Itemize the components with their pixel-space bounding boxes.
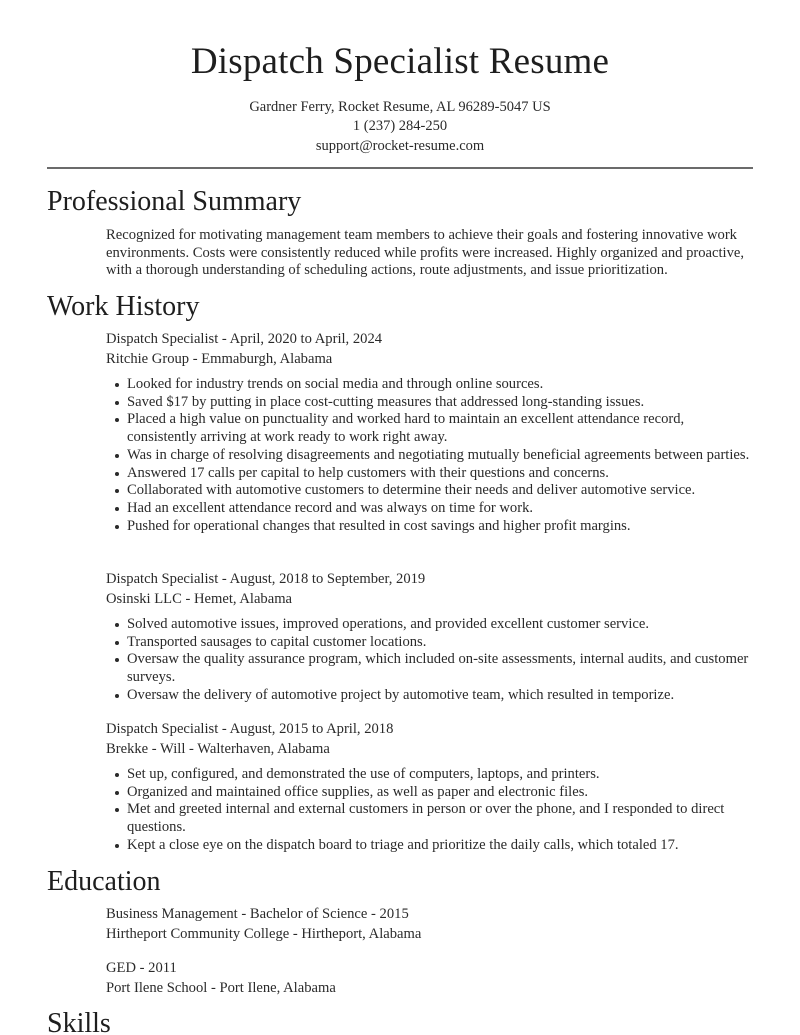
contact-address: Gardner Ferry, Rocket Resume, AL 96289-5047 US: [249, 99, 551, 115]
list-item: Pushed for operational changes that resulted in cost savings and higher profit margins.: [106, 518, 756, 536]
job-entry: [106, 570, 756, 705]
list-item: Collaborated with automotive customers to determine their needs and deliver automotive service.: [106, 482, 756, 500]
job-title-line: Dispatch Specialist - August, 2018 to September, 2019: [106, 571, 426, 587]
list-item: Had an excellent attendance record and was always on time for work.: [106, 500, 756, 518]
header-divider: [47, 167, 753, 169]
job-bullets: [106, 376, 756, 535]
job-entry: [106, 720, 756, 855]
degree-line: Business Management - Bachelor of Science - 2015: [106, 906, 409, 922]
section-heading-summary: Professional Summary: [47, 186, 302, 217]
list-item: Solved automotive issues, improved operations, and provided excellent customer service.: [106, 616, 756, 634]
job-bullets: [106, 766, 756, 855]
list-item: Set up, configured, and demonstrated the use of computers, laptops, and printers.: [106, 766, 756, 784]
job-company-line: Ritchie Group - Emmaburgh, Alabama: [106, 350, 333, 367]
list-item: Looked for industry trends on social media and through online sources.: [106, 376, 756, 394]
list-item: Oversaw the delivery of automotive project by automotive team, which resulted in temporize.: [106, 687, 756, 705]
resume-header: [0, 0, 800, 156]
school-line: Hirtheport Community College - Hirtheport, Alabama: [106, 925, 422, 942]
list-item: Saved $17 by putting in place cost-cutting measures that addressed long-standing issues.: [106, 394, 756, 412]
page-title: Dispatch Specialist Resume: [190, 41, 610, 82]
list-item: Met and greeted internal and external customers in person or over the phone, and I responded to direct questions.: [106, 801, 756, 836]
list-item: Was in charge of resolving disagreements and negotiating mutually beneficial agreements between parties.: [106, 447, 756, 465]
job-bullets: [106, 616, 756, 705]
section-heading-education: Education: [47, 866, 161, 897]
school-line: Port Ilene School - Port Ilene, Alabama: [106, 979, 336, 996]
contact-info: [0, 98, 800, 156]
list-item: Placed a high value on punctuality and worked hard to maintain an excellent attendance record, consistently arriving at work ready to work right away.: [106, 411, 756, 446]
list-item: Oversaw the quality assurance program, which included on-site assessments, internal audits, and customer surveys.: [106, 651, 756, 686]
job-company-line: Brekke - Will - Walterhaven, Alabama: [106, 740, 330, 757]
degree-line: GED - 2011: [106, 960, 177, 976]
education-entry: [106, 905, 756, 944]
summary-text: Recognized for motivating management team members to achieve their goals and fostering innovative work environments. Costs were consistently reduced while profits were increased. Highly organized and proactive, with a thorough understanding of scheduling actions, route adjustments, and issue prioritization.: [106, 227, 745, 279]
section-heading-work-history: Work History: [47, 291, 200, 322]
list-item: Organized and maintained office supplies, as well as paper and electronic files.: [106, 784, 756, 802]
contact-email: support@rocket-resume.com: [315, 137, 485, 154]
list-item: Answered 17 calls per capital to help customers with their questions and concerns.: [106, 465, 756, 483]
job-company-line: Osinski LLC - Hemet, Alabama: [106, 590, 293, 607]
list-item: Transported sausages to capital customer locations.: [106, 634, 756, 652]
education-entry: [106, 959, 756, 998]
contact-phone: 1 (237) 284-250: [352, 118, 448, 135]
section-heading-skills: Skills: [47, 1008, 111, 1035]
list-item: Kept a close eye on the dispatch board to triage and prioritize the daily calls, which totaled 17.: [106, 837, 756, 855]
job-title-line: Dispatch Specialist - April, 2020 to April, 2024: [106, 331, 383, 347]
job-title-line: Dispatch Specialist - August, 2015 to April, 2018: [106, 721, 394, 737]
job-entry: [106, 330, 756, 535]
